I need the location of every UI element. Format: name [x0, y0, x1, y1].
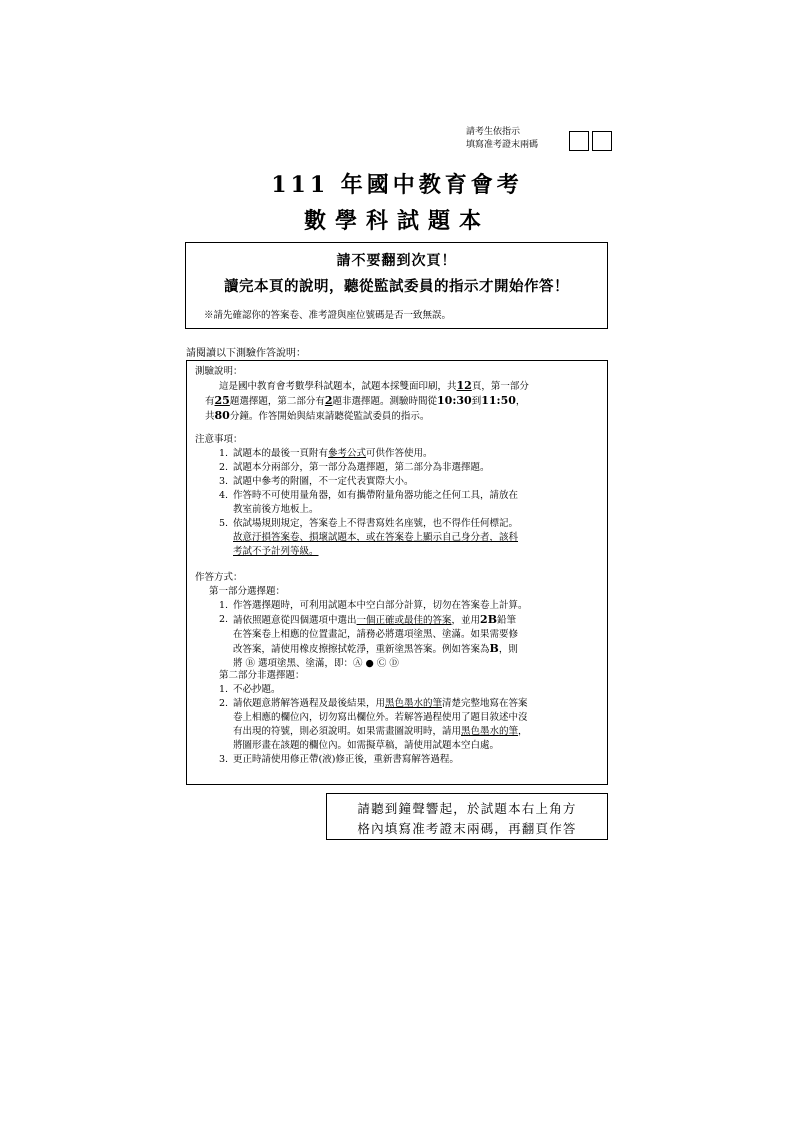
text-span: 題非選擇題。測驗時間從	[332, 396, 438, 407]
text-line: 將 Ⓑ 選項塗黑、塗滿，即：Ⓐ ● Ⓒ Ⓓ	[233, 658, 399, 669]
text-span: 黑色墨水的筆	[385, 698, 443, 709]
item-number: 1.	[219, 684, 229, 695]
id-instruction-note	[466, 126, 566, 152]
bottom-instruction-box	[326, 793, 608, 840]
warning-line2: 讀完本頁的說明，聽從監試委員的指示才開始作答！	[224, 278, 569, 295]
text-span: 一個正確或最佳的答案	[356, 615, 452, 626]
exam-subtitle: 數學科試題本	[303, 208, 490, 234]
text-line: 教室前後方地板上。	[233, 504, 319, 515]
example-answer: B	[489, 642, 499, 655]
text-line	[233, 613, 599, 628]
item-number: 2.	[219, 698, 229, 709]
instructions-intro: 請閱讀以下測驗作答說明：	[186, 348, 306, 359]
bottom-line1: 請聽到鐘聲響起，於試題本右上角方	[357, 801, 577, 816]
answer-method-heading: 作答方式：	[195, 572, 243, 583]
test-desc-heading: 測驗說明：	[195, 366, 243, 377]
warning-line1: 請不要翻到次頁！	[336, 253, 457, 269]
id-digit-box-2[interactable]	[592, 131, 612, 151]
text-span: 共	[205, 411, 215, 422]
text-span: 分鐘。作答開始與結束請聽從監試委員的指示。	[229, 411, 430, 422]
text-line: 故意汙損答案卷、損壞試題本，或在答案卷上顯示自己身分者，該科	[233, 532, 519, 543]
text-line: 依試場規則規定，答案卷上不得書寫姓名座號，也不得作任何標記。	[233, 518, 519, 529]
list-item	[219, 461, 599, 475]
text-line	[233, 642, 599, 657]
text-line	[233, 697, 599, 711]
part2-heading: 第二部分非選擇題：	[219, 670, 305, 681]
list-item	[219, 599, 599, 613]
text-line: 卷上相應的欄位內，切勿寫出欄位外。若解答過程使用了題目敘述中沒	[233, 712, 528, 723]
warning-box	[185, 242, 608, 329]
list-item	[219, 447, 599, 461]
notes-list	[219, 447, 599, 559]
item-number: 1.	[219, 448, 229, 459]
id-note-line1: 請考生依指示	[466, 127, 521, 137]
part1-heading: 第一部分選擇題：	[209, 586, 286, 597]
list-item	[219, 517, 599, 559]
text-span: ，並用	[451, 615, 481, 626]
item-number: 3.	[219, 476, 229, 487]
bottom-line2: 格內填寫准考證末兩碼，再翻頁作答	[357, 821, 577, 836]
list-item	[219, 613, 599, 671]
text-span: 改答案，請使用橡皮擦擦拭乾淨，重新塗黑答案。例如答案為	[233, 644, 490, 655]
id-note-line2: 填寫准考證末兩碼	[466, 140, 539, 150]
list-item	[219, 489, 599, 517]
part1-list	[219, 599, 599, 671]
text-span: 這是國中教育會考數學科試題本，試題本採雙面印刷，共	[219, 381, 457, 392]
text-span: 更正時請使用修正帶(液)修正後，重新書寫解答過程。	[233, 754, 459, 765]
item-number: 1.	[219, 600, 229, 611]
page-count: 12	[456, 379, 472, 392]
test-desc-line3	[205, 409, 429, 424]
duration: 80	[214, 409, 230, 422]
text-line	[233, 725, 599, 739]
text-span: 題選擇題，第二部分有	[229, 396, 325, 407]
text-span: 請依照題意從四個選項中選出	[233, 615, 357, 626]
notes-heading: 注意事項：	[195, 434, 243, 445]
list-item	[219, 753, 599, 767]
text-line: 將圖形畫在該題的欄位內。如需擬草稿，請使用試題本空白處。	[233, 740, 500, 751]
id-digit-box-1[interactable]	[569, 131, 589, 151]
mc-count: 25	[214, 394, 230, 407]
warning-line3: ※請先確認你的答案卷、准考證與座位號碼是否一致無誤。	[204, 310, 452, 321]
text-span: 試題本分兩部分，第一部分為選擇題，第二部分為非選擇題。	[233, 462, 490, 473]
text-line: 作答時不可使用量角器，如有攜帶附量角器功能之任何工具，請放在	[233, 490, 519, 501]
text-line: 考試不予計列等級。	[233, 546, 319, 557]
list-item	[219, 475, 599, 489]
part2-list	[219, 683, 599, 767]
item-number: 5.	[219, 518, 229, 529]
item-number: 2.	[219, 614, 229, 625]
text-span: 不必抄題。	[233, 684, 281, 695]
list-item	[219, 697, 599, 753]
text-span: 作答選擇題時，可利用試題本中空白部分計算，切勿在答案卷上計算。	[233, 600, 528, 611]
text-span: 試題中參考的附圖，不一定代表實際大小。	[233, 476, 414, 487]
list-item	[219, 683, 599, 697]
test-desc-line2	[205, 394, 525, 409]
text-span: 頁，第一部分	[471, 381, 529, 392]
text-span: ，	[518, 726, 528, 737]
text-span: 試題本的最後一頁附有	[233, 448, 329, 459]
text-span: 到	[471, 396, 482, 407]
text-span: 有	[205, 396, 215, 407]
time-start: 10:30	[437, 394, 472, 407]
text-span: 鉛筆	[497, 615, 517, 626]
time-end: 11:50	[481, 394, 516, 407]
test-desc-line1	[219, 379, 529, 394]
exam-title: 111 年國中教育會考	[271, 172, 523, 198]
text-span: ，	[515, 396, 526, 407]
text-span: 參考公式	[328, 448, 367, 459]
text-span: ，則	[498, 644, 518, 655]
text-span: 黑色墨水的筆	[461, 726, 519, 737]
item-number: 2.	[219, 462, 229, 473]
text-span: 清楚完整地寫在答案	[442, 698, 528, 709]
instructions-box	[186, 360, 608, 785]
pencil-grade: 2B	[480, 613, 497, 626]
item-number: 4.	[219, 490, 229, 501]
text-span: 請依題意將解答過程及最後結果，用	[233, 698, 386, 709]
nonmc-count: 2	[324, 394, 333, 407]
item-number: 3.	[219, 754, 229, 765]
text-line: 在答案卷上相應的位置畫記，請務必將選項塗黑、塗滿。如果需要修	[233, 629, 519, 640]
text-span: 可供作答使用。	[366, 448, 433, 459]
text-span: 有出現的符號，則必須說明。如果需畫圖說明時，請用	[233, 726, 462, 737]
